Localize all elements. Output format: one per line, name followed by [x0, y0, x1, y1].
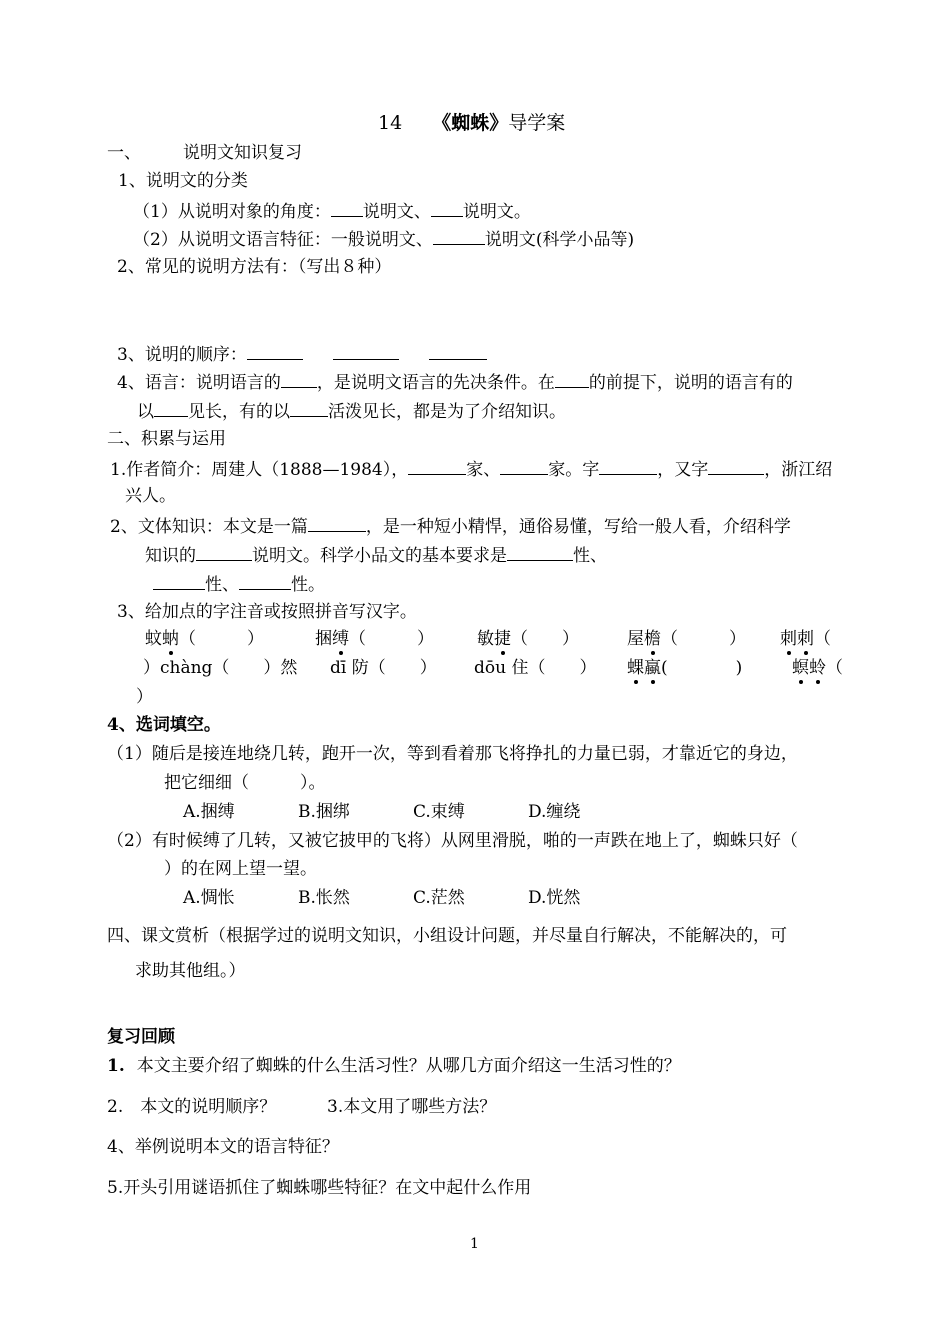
pinyin-row2: [627, 657, 742, 679]
text: 性、: [573, 546, 607, 566]
text: ，是说明文语言的先决条件。在: [316, 373, 555, 393]
fill-2-opt: A.惆怅: [183, 888, 235, 908]
dotted-char: 刺: [797, 629, 814, 649]
blank[interactable]: [290, 399, 328, 417]
text: 知识的: [145, 546, 196, 566]
pinyin-row2: [792, 657, 843, 679]
text: 2、文体知识：本文是一篇: [110, 517, 308, 537]
fill-2-opt: B.怅然: [298, 888, 350, 908]
review-title: 复习回顾: [107, 1027, 175, 1047]
question-4-line2: [137, 399, 566, 423]
fill-2-opt: D.恍然: [528, 888, 581, 908]
pinyin-word: [315, 628, 434, 650]
fill-2-line1: （2）有时候缚了几转，又被它披甲的飞将）从网里滑脱，啪的一声跌在地上了，蜘蛛只好（: [107, 831, 798, 851]
author-intro-line1: [110, 457, 832, 481]
style-line2: [145, 543, 607, 567]
text: （2）从说明文语言特征：一般说明文、: [133, 230, 433, 250]
blank[interactable]: [239, 572, 291, 590]
title-number: 14: [378, 112, 403, 134]
section-four-line2: 求助其他组。）: [135, 961, 246, 981]
pinyin-row2: dī 防（ ）: [330, 658, 437, 678]
text: 见长，有的以: [188, 402, 290, 422]
fill-2-line2: ）的在网上望一望。: [164, 859, 317, 879]
author-intro-line2: 兴人。: [125, 486, 176, 506]
blank[interactable]: [500, 457, 548, 475]
text: 的前提下，说明的语言有的: [588, 373, 793, 393]
question-1a: [133, 199, 531, 223]
paren: ( ): [661, 658, 743, 678]
char: 捆: [315, 629, 332, 649]
blank[interactable]: [555, 370, 589, 388]
text: （1）从说明对象的角度：: [133, 202, 331, 222]
style-line1: [110, 514, 791, 538]
title-name: 《蜘蛛》: [432, 112, 509, 134]
title-suffix: 导学案: [508, 112, 566, 134]
blank[interactable]: [431, 199, 463, 217]
text: 性。: [291, 575, 325, 595]
dotted-char: 缚: [332, 629, 349, 649]
dotted-char: 螟: [792, 658, 809, 678]
text: ，又字: [657, 460, 709, 480]
blank[interactable]: [507, 543, 573, 561]
fill-1-opt: B.捆绑: [298, 802, 350, 822]
text: 3、说明的顺序：: [117, 345, 247, 365]
text: 以: [137, 402, 154, 422]
review-item-5: 5.开头引用谜语抓住了蜘蛛哪些特征？在文中起什么作用: [107, 1178, 532, 1198]
question-4-line1: [117, 370, 793, 394]
text: ，是一种短小精悍，通俗易懂，写给一般人看，介绍科学: [365, 517, 791, 537]
pinyin-word: [477, 628, 579, 650]
blank[interactable]: [308, 514, 366, 532]
page-number: 1: [470, 1236, 479, 1252]
dotted-char: 蜾: [627, 658, 644, 678]
text: 4、语言：说明语言的: [117, 373, 281, 393]
pinyin-word: [627, 628, 746, 650]
text: 本文主要介绍了蜘蛛的什么生活习性？从哪几方面介绍这一生活习性的？: [136, 1056, 681, 1076]
pinyin-word: [145, 628, 264, 650]
text: 1.作者简介：周建人（1888—1984），: [110, 460, 409, 480]
blank[interactable]: [153, 572, 205, 590]
blank[interactable]: [196, 543, 252, 561]
blank[interactable]: [408, 457, 466, 475]
section-text: 说明文知识复习: [183, 143, 302, 163]
dotted-char: 蠃: [644, 658, 661, 678]
paren: （ ）: [349, 629, 434, 649]
pinyin-row3: ）: [136, 687, 153, 707]
dotted-char: 蚋: [162, 629, 179, 649]
pinyin-row2: dōu 住（ ）: [474, 658, 597, 678]
section-two-heading: 二、积累与运用: [107, 429, 226, 449]
paren: （: [814, 629, 831, 649]
fill-1-opt: A.捆缚: [183, 802, 235, 822]
char: 蚊: [145, 629, 162, 649]
dotted-char: 刺: [780, 629, 797, 649]
fill-1-opt: D.缠绕: [528, 802, 581, 822]
pinyin-row2: ）chàng（ ）然: [143, 658, 298, 678]
style-line3: [153, 572, 325, 596]
section-one-heading: [107, 142, 302, 164]
text: 活泼见长，都是为了介绍知识。: [328, 402, 566, 422]
blank[interactable]: [154, 399, 188, 417]
blank[interactable]: [331, 199, 363, 217]
blank[interactable]: [433, 227, 485, 245]
review-item-1: [107, 1055, 681, 1077]
section-index: 一、: [107, 143, 141, 163]
text: 家、: [466, 460, 501, 480]
question-2: 2、常见的说明方法有：（写出８种）: [117, 257, 392, 277]
blank[interactable]: [429, 342, 487, 360]
review-item-3: 3.本文用了哪些方法？: [327, 1097, 497, 1117]
fill-1-line1: （1）随后是接连地绕几转，跑开一次，等到看着那飞将挣扎的力量已弱，才靠近它的身边，: [107, 744, 798, 764]
question-1b: [133, 227, 634, 251]
fill-1-opt: C.束缚: [413, 802, 465, 822]
dotted-char: 檐: [644, 629, 661, 649]
text: 说明文(科学小品等): [484, 230, 635, 250]
text: 性、: [205, 575, 239, 595]
text: ，浙江绍: [764, 460, 833, 480]
blank[interactable]: [333, 342, 399, 360]
blank[interactable]: [708, 457, 764, 475]
fill-1-line2: 把它细细（ ）。: [164, 773, 326, 793]
section-four-line1: 四、课文赏析（根据学过的说明文知识，小组设计问题，并尽量自行解决，不能解决的，可: [107, 926, 787, 946]
char: 屋: [627, 629, 644, 649]
blank[interactable]: [281, 370, 317, 388]
text: 说明文。: [462, 202, 531, 222]
question-1: 1、说明文的分类: [118, 171, 248, 191]
review-item-4: 4、举例说明本文的语言特征？: [107, 1137, 339, 1157]
dotted-char: 捷: [494, 629, 511, 649]
doc-title: [378, 112, 565, 134]
text: 家。字: [548, 460, 600, 480]
pinyin-instruction: 3、给加点的字注音或按照拼音写汉字。: [117, 602, 417, 622]
num: 1.: [107, 1056, 125, 1076]
char: 敏: [477, 629, 494, 649]
paren: （ ）: [179, 629, 264, 649]
paren: （: [826, 658, 843, 678]
text: 说明文、: [362, 202, 431, 222]
paren: （ ）: [511, 629, 579, 649]
dotted-char: 蛉: [809, 658, 826, 678]
text: 说明文。科学小品文的基本要求是: [252, 546, 507, 566]
fill-2-opt: C.茫然: [413, 888, 465, 908]
blank[interactable]: [247, 342, 303, 360]
review-item-2: 2. 本文的说明顺序？: [107, 1097, 277, 1117]
pinyin-word: [780, 628, 831, 650]
blank[interactable]: [599, 457, 657, 475]
paren: （ ）: [661, 629, 746, 649]
fill-heading: 4、选词填空。: [107, 715, 221, 735]
question-3: [117, 342, 487, 366]
